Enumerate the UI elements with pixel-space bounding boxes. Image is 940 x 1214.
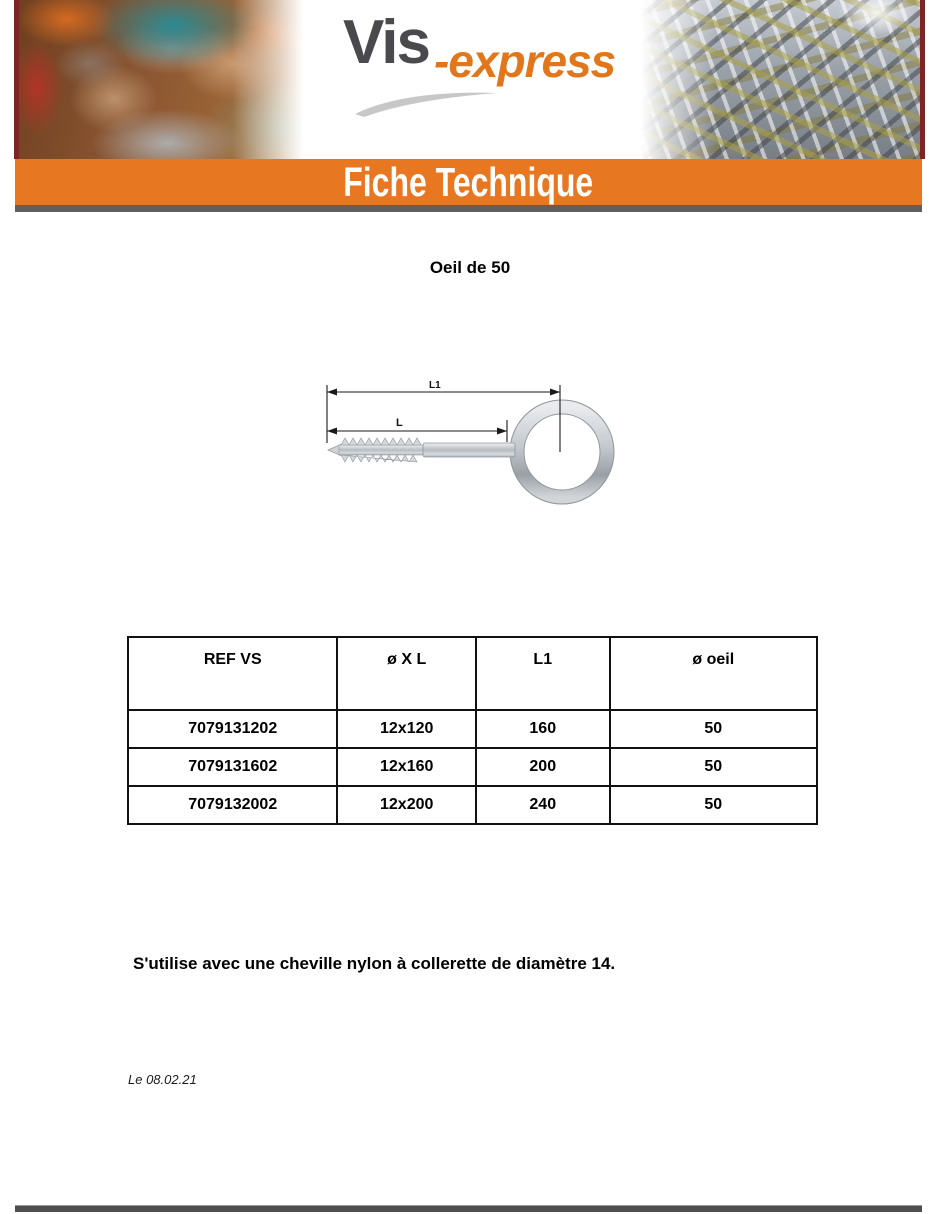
- cell-oeil: 50: [610, 786, 817, 824]
- cell-ref: 7079131602: [128, 748, 337, 786]
- cell-l1: 160: [476, 710, 610, 748]
- cell-oeil: 50: [610, 748, 817, 786]
- product-title: Oeil de 50: [429, 258, 511, 277]
- eye-ring: [510, 400, 614, 504]
- table-row: [128, 748, 817, 786]
- footer-bar: [15, 1205, 922, 1212]
- fiche-technique-banner: [15, 159, 922, 205]
- logo-text-vis: Vis: [343, 8, 429, 77]
- dimension-label-l1: L1: [429, 380, 441, 391]
- cell-l1: 200: [476, 748, 610, 786]
- cell-ref: 7079132002: [128, 786, 337, 824]
- dimension-label-l: L: [396, 417, 403, 429]
- cell-oeil: 50: [610, 710, 817, 748]
- cell-dxl: 12x160: [337, 748, 475, 786]
- table-row: [128, 710, 817, 748]
- logo-swoosh-shape: [352, 86, 502, 118]
- table-header-row: [128, 637, 817, 710]
- header-d-oeil: ø oeil: [610, 637, 817, 710]
- header-l1: L1: [476, 637, 610, 710]
- banner-title: Fiche Technique: [343, 158, 594, 205]
- cell-l1: 240: [476, 786, 610, 824]
- usage-note: S'utilise avec une cheville nylon à collerette de diamètre 14.: [133, 954, 616, 973]
- right-edge-stripe: [920, 0, 925, 159]
- banner-shadow-bar: [15, 205, 922, 212]
- cell-dxl: 12x200: [337, 786, 475, 824]
- workbench-photo: [19, 0, 315, 159]
- table-row: [128, 786, 817, 824]
- vis-express-logo: [340, 10, 630, 140]
- revision-date: Le 08.02.21: [128, 1072, 197, 1087]
- cell-ref: 7079131202: [128, 710, 337, 748]
- logo-text-express: -express: [434, 35, 616, 87]
- spec-table: [127, 636, 818, 825]
- header-d-x-l: ø X L: [337, 637, 475, 710]
- cell-dxl: 12x120: [337, 710, 475, 748]
- screw-shaft: [328, 438, 515, 462]
- header-ref-vs: REF VS: [128, 637, 337, 710]
- screws-pile-photo: [629, 0, 920, 159]
- eye-screw-technical-drawing: [295, 363, 645, 528]
